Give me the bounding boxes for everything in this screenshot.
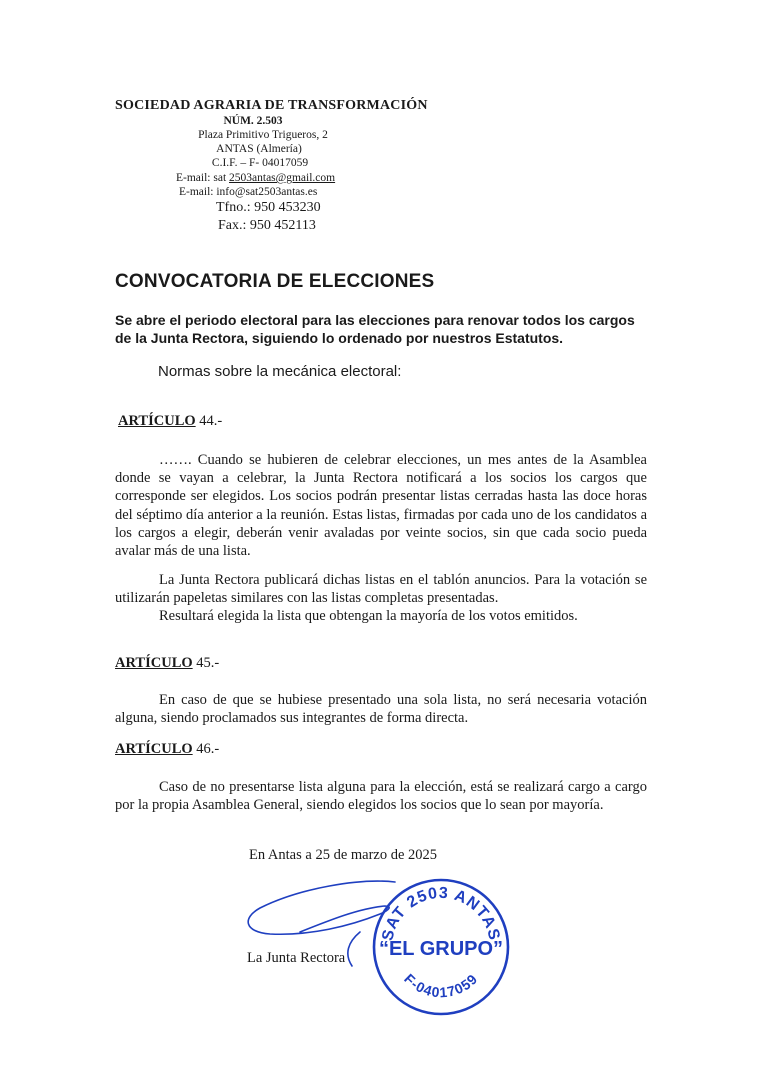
stamp-center-text: “EL GRUPO” — [378, 938, 504, 960]
article-44-paragraph-1: ……. Cuando se hubieren de celebrar elecciones, un mes antes de la Asamblea donde se vayan a celebrar, la Junta Rectora notificará a los socios los cargos que corresponde ser elegidos. Los socios podrán presentar listas cerradas hasta las doce horas del séptimo día anterior a la reunión. Estas listas, firmadas por cada uno de los candidatos a los cargos a elegir, deberán venir avaladas por veinte socios, sin que cada socio pueda avalar más de una lista. — [115, 452, 647, 560]
article-label: ARTÍCULO — [118, 413, 196, 429]
phone-number: Tfno.: 950 453230 — [216, 200, 321, 215]
stamp-top-text: SAT 2503 ANTAS — [379, 884, 503, 943]
article-number: 46.- — [192, 741, 220, 757]
organization-city: ANTAS (Almería) — [216, 143, 302, 155]
stamp-bottom-text: F-04017059 — [401, 970, 481, 1001]
article-46-paragraph-1: Caso de no presentarse lista alguna para la elección, está se realizará cargo a cargo por la propia Asamblea General, siendo elegidos los socios que lo sean por mayoría. — [115, 779, 647, 814]
organization-cif: C.I.F. – F- 04017059 — [211, 157, 309, 169]
article-45-paragraph-1: En caso de que se hubiese presentado una sola lista, no será necesaria votación alguna, siendo proclamados sus integrantes de forma directa. — [115, 692, 647, 727]
email-secondary: E-mail: info@sat2503antas.es — [179, 186, 318, 198]
article-number: 45.- — [192, 655, 220, 671]
article-44-paragraph-2: La Junta Rectora publicará dichas listas en el tablón anuncios. Para la votación se utilizarán papeletas similares con las listas completas presentadas. — [115, 572, 647, 607]
organization-name: SOCIEDAD AGRARIA DE TRANSFORMACIÓN — [115, 98, 428, 113]
article-number: 44.- — [195, 413, 223, 429]
association-stamp — [370, 876, 512, 1018]
article-label: ARTÍCULO — [115, 655, 193, 671]
place-date: En Antas a 25 de marzo de 2025 — [249, 847, 438, 863]
article-45-heading — [115, 655, 219, 672]
document-title: CONVOCATORIA DE ELECCIONES — [115, 271, 435, 292]
article-44-heading — [118, 413, 222, 430]
organization-address: Plaza Primitivo Trigueros, 2 — [198, 129, 328, 141]
email-primary-label: E-mail: sat — [176, 172, 230, 184]
article-46-heading — [115, 741, 219, 758]
email-primary — [176, 172, 335, 184]
fax-number: Fax.: 950 452113 — [218, 218, 316, 233]
article-44-paragraph-3: Resultará elegida la lista que obtengan la mayoría de los votos emitidos. — [159, 608, 578, 624]
intro-text: Se abre el periodo electoral para las elecciones para renovar todos los cargos de la Junta Rectora, siguiendo lo ordenado por nuestros Estatutos. — [115, 312, 635, 346]
signature-label: La Junta Rectora — [247, 950, 346, 966]
organization-number: NÚM. 2.503 — [223, 115, 283, 127]
email-primary-link[interactable]: 2503antas@gmail.com — [229, 172, 336, 184]
norms-heading: Normas sobre la mecánica electoral: — [158, 363, 402, 380]
article-label: ARTÍCULO — [115, 741, 193, 757]
